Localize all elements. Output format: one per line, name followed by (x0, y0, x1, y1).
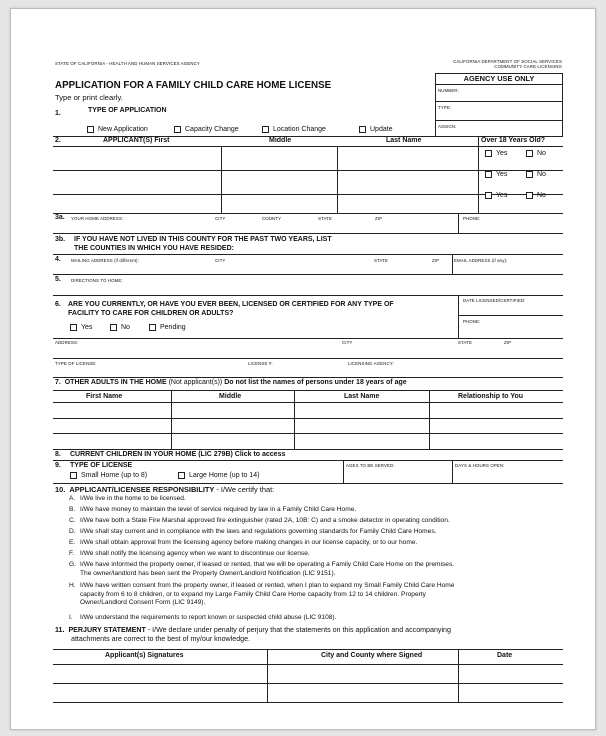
section-10-number: 10. (55, 485, 66, 494)
mailing-state-label: STATE (374, 258, 388, 263)
applicant-middle-header: Middle (269, 137, 292, 144)
option-label: Location Change (273, 126, 326, 133)
no-label: No (537, 192, 546, 199)
responsibility-item-h (69, 582, 559, 608)
item-letter: A. (69, 495, 76, 502)
section-10-heading (55, 485, 274, 494)
licensed-pending[interactable] (149, 324, 186, 331)
responsibility-item-g (69, 561, 559, 578)
applicant-1-over18-yes[interactable] (485, 150, 507, 157)
item-text: I/We shall stay current and in compliance with the laws and regulations governing standards for Family Child Care Homes. (80, 528, 437, 535)
s6-state-label: STATE (458, 340, 472, 345)
section-5-number: 5. (55, 276, 61, 283)
applicant-3-over18-yes[interactable] (485, 192, 507, 199)
item-letter: B. (69, 506, 76, 513)
type-of-license-label: TYPE OF LICENSE: (55, 361, 97, 366)
mailing-city-label: CITY (215, 258, 226, 263)
section-8-number: 8. (55, 451, 61, 458)
section-7-label: OTHER ADULTS IN THE HOME (64, 379, 167, 386)
item-text (80, 561, 454, 578)
license-small-home[interactable] (70, 472, 147, 479)
option-label: New Application (98, 126, 148, 133)
licensed-no[interactable] (110, 324, 130, 331)
form-subtitle: Type or print clearly. (55, 93, 123, 102)
checkbox-icon[interactable] (526, 150, 533, 157)
home-state-label: STATE (318, 216, 332, 221)
license-large-home[interactable] (178, 472, 259, 479)
applicant-1-over18-no[interactable] (526, 150, 546, 157)
checkbox-icon[interactable] (359, 126, 366, 133)
section-6-number: 6. (55, 301, 61, 308)
section-3b-line2: THE COUNTIES IN WHICH YOU HAVE RESIDED: (74, 245, 234, 252)
item-letter: G. (69, 561, 76, 568)
item-letter: I. (69, 614, 73, 621)
option-label: Capacity Change (185, 126, 239, 133)
checkbox-icon[interactable] (262, 126, 269, 133)
agency-use-box (435, 73, 563, 137)
section-4-number: 4. (55, 256, 61, 263)
home-phone-label: PHONE: (463, 216, 481, 221)
section-11-label: PERJURY STATEMENT (68, 626, 146, 634)
form-page (10, 8, 596, 730)
section-2-number: 2. (55, 137, 61, 144)
over-18-header: Over 18 Years Old? (481, 137, 546, 144)
section-9-label: TYPE OF LICENSE (70, 462, 133, 469)
section-3a-number: 3a. (55, 214, 65, 221)
department-line: CALIFORNIA DEPARTMENT OF SOCIAL SERVICES (453, 59, 562, 64)
option-label: Pending (160, 324, 186, 331)
adults-relationship-header: Relationship to You (458, 393, 524, 400)
checkbox-icon[interactable] (70, 472, 77, 479)
responsibility-item-i (69, 614, 559, 623)
item-text: I/We understand the requirements to report known or suspected child abuse (LIC 9108). (80, 614, 337, 621)
email-label: EMAIL ADDRESS (if any): (454, 258, 508, 263)
applicant-first-header: APPLICANT(S) First (103, 137, 170, 144)
days-hours-label: DAYS & HOURS OPEN: (455, 463, 505, 468)
item-text-line: capacity from 6 to 8 children, or to expand my Large Family Child Care Home capacity from 12 to 14 children. Property (80, 590, 426, 598)
application-type-capacity[interactable] (174, 126, 239, 133)
section-1-label: TYPE OF APPLICATION (88, 107, 167, 114)
checkbox-icon[interactable] (485, 192, 492, 199)
option-label: Large Home (up to 14) (189, 472, 260, 479)
agency-type-label: TYPE: (438, 105, 452, 110)
application-type-new[interactable] (87, 126, 148, 133)
licensing-agency-label: LICENSING AGENCY: (348, 361, 394, 366)
s6-phone-label: PHONE: (463, 319, 481, 324)
ages-served-label: AGES TO BE SERVED: (346, 463, 395, 468)
adults-first-header: First Name (86, 393, 123, 400)
item-text (80, 582, 454, 608)
application-type-update[interactable] (359, 126, 393, 133)
item-text: I/We shall notify the licensing agency when we want to discontinue our license. (80, 550, 310, 557)
responsibility-item-c (69, 517, 559, 526)
section-11-number: 11. (55, 626, 65, 634)
item-letter: E. (69, 539, 76, 546)
perjury-statement (55, 626, 561, 644)
checkbox-icon[interactable] (87, 126, 94, 133)
application-type-location[interactable] (262, 126, 326, 133)
yes-label: Yes (496, 192, 508, 199)
section-3b-line1: IF YOU HAVE NOT LIVED IN THIS COUNTY FOR THE PAST TWO YEARS, LIST (74, 236, 332, 243)
section-7-note: (Not applicant(s)) (166, 379, 225, 386)
item-text: I/We have money to maintain the level of service required by law in a Family Child Care Home. (80, 506, 357, 513)
section-10-tail: - I/We certify that: (214, 485, 275, 494)
option-label: Update (370, 126, 393, 133)
date-header: Date (497, 652, 513, 659)
s6-address-label: ADDRESS: (55, 340, 79, 345)
section-9-number: 9. (55, 462, 61, 469)
form-title: APPLICATION FOR A FAMILY CHILD CARE HOME LICENSE (55, 80, 332, 91)
department-name (432, 59, 562, 69)
item-text-line: I/We have written consent from the property owner, if leased or rented, when I plan to expand my Small Family Child Care Home (80, 582, 455, 589)
item-letter: C. (69, 517, 76, 524)
item-text-line: I/We have informed the property owner, if leased or rented, that we will be operating a Family Child Care Home on the premises. (80, 561, 455, 568)
checkbox-icon[interactable] (110, 324, 117, 331)
section-7-heading (55, 379, 407, 386)
option-label: Yes (81, 324, 93, 331)
city-county-signed-header: City and County where Signed (321, 652, 423, 659)
checkbox-icon[interactable] (526, 192, 533, 199)
department-subline: COMMUNITY CARE LICENSING (494, 64, 562, 69)
item-text: I/We have both a State Fire Marshal approved fire extinguisher (rated 2A, 10B: C) and a smoke detector in operating condition. (80, 517, 450, 524)
checkbox-icon[interactable] (526, 171, 533, 178)
responsibility-item-b (69, 506, 559, 515)
item-text-line: The owner/landlord has been sent the Property Owner/Landlord Notification (LIC 9151). (80, 569, 336, 577)
section-3b-number: 3b. (55, 236, 66, 243)
perjury-text-cont: attachments are correct to the best of my/our knowledge. (71, 635, 251, 643)
agency-number-label: NUMBER: (438, 88, 459, 93)
section-7-instruction: Do not list the names of persons under 18 years of age (224, 379, 407, 386)
perjury-text: - I/We declare under penalty of perjury that the statements on this application and accompanying (145, 626, 451, 634)
item-text: I/We shall obtain approval from the licensing agency before making changes in our license capacity, or to our home. (80, 539, 418, 546)
applicant-2-over18-no[interactable] (526, 171, 546, 178)
adults-middle-header: Middle (219, 393, 242, 400)
checkbox-icon[interactable] (178, 472, 185, 479)
responsibility-item-e (69, 539, 559, 548)
s6-zip-label: ZIP (504, 340, 512, 345)
item-text: I/We live in the home to be licensed. (80, 495, 186, 502)
option-label: No (121, 324, 130, 331)
home-county-label: COUNTY (262, 216, 282, 221)
current-children-link[interactable]: CURRENT CHILDREN IN YOUR HOME (LIC 279B) Click to access (70, 451, 286, 458)
directions-label: DIRECTIONS TO HOME: (71, 278, 123, 283)
home-address-label: YOUR HOME ADDRESS: (71, 216, 124, 221)
license-number-label: LICENSE #: (248, 361, 273, 366)
signature-header: Applicant(s) Signatures (105, 652, 184, 659)
item-letter: H. (69, 582, 76, 589)
applicant-last-header: Last Name (386, 137, 422, 144)
agency-assign-label: ASSIGN: (438, 124, 457, 129)
adults-last-header: Last Name (344, 393, 380, 400)
date-licensed-label: DATE LICENSED/CERTIFIED: (463, 298, 526, 303)
section-6-line2: FACILITY TO CARE FOR CHILDREN OR ADULTS? (68, 310, 234, 317)
checkbox-icon[interactable] (174, 126, 181, 133)
responsibility-item-f (69, 550, 559, 559)
section-6-line1: ARE YOU CURRENTLY, OR HAVE YOU EVER BEEN, LICENSED OR CERTIFIED FOR ANY TYPE OF (68, 301, 394, 308)
checkbox-icon[interactable] (485, 150, 492, 157)
s6-city-label: CITY (342, 340, 353, 345)
applicant-3-over18-no[interactable] (526, 192, 546, 199)
applicant-2-over18-yes[interactable] (485, 171, 507, 178)
checkbox-icon[interactable] (485, 171, 492, 178)
section-7-number: 7. (55, 379, 61, 386)
yes-label: Yes (496, 171, 508, 178)
no-label: No (537, 150, 546, 157)
agency-use-title: AGENCY USE ONLY (436, 74, 562, 85)
home-zip-label: ZIP (375, 216, 383, 221)
agency-name: STATE OF CALIFORNIA - HEALTH AND HUMAN SERVICES AGENCY (55, 61, 200, 66)
responsibility-item-a (69, 495, 559, 504)
item-letter: D. (69, 528, 76, 535)
section-10-label: APPLICANT/LICENSEE RESPONSIBILITY (69, 485, 215, 494)
checkbox-icon[interactable] (70, 324, 77, 331)
home-city-label: CITY (215, 216, 226, 221)
option-label: Small Home (up to 8) (81, 472, 148, 479)
item-letter: F. (69, 550, 75, 557)
no-label: No (537, 171, 546, 178)
item-text-line: Owner/Landlord Consent Form (LIC 9149). (80, 599, 206, 606)
section-1-number: 1. (55, 110, 61, 117)
mailing-zip-label: ZIP (432, 258, 440, 263)
licensed-yes[interactable] (70, 324, 92, 331)
responsibility-item-d (69, 528, 559, 537)
checkbox-icon[interactable] (149, 324, 156, 331)
mailing-address-label: MAILING ADDRESS (if different): (71, 258, 139, 263)
yes-label: Yes (496, 150, 508, 157)
